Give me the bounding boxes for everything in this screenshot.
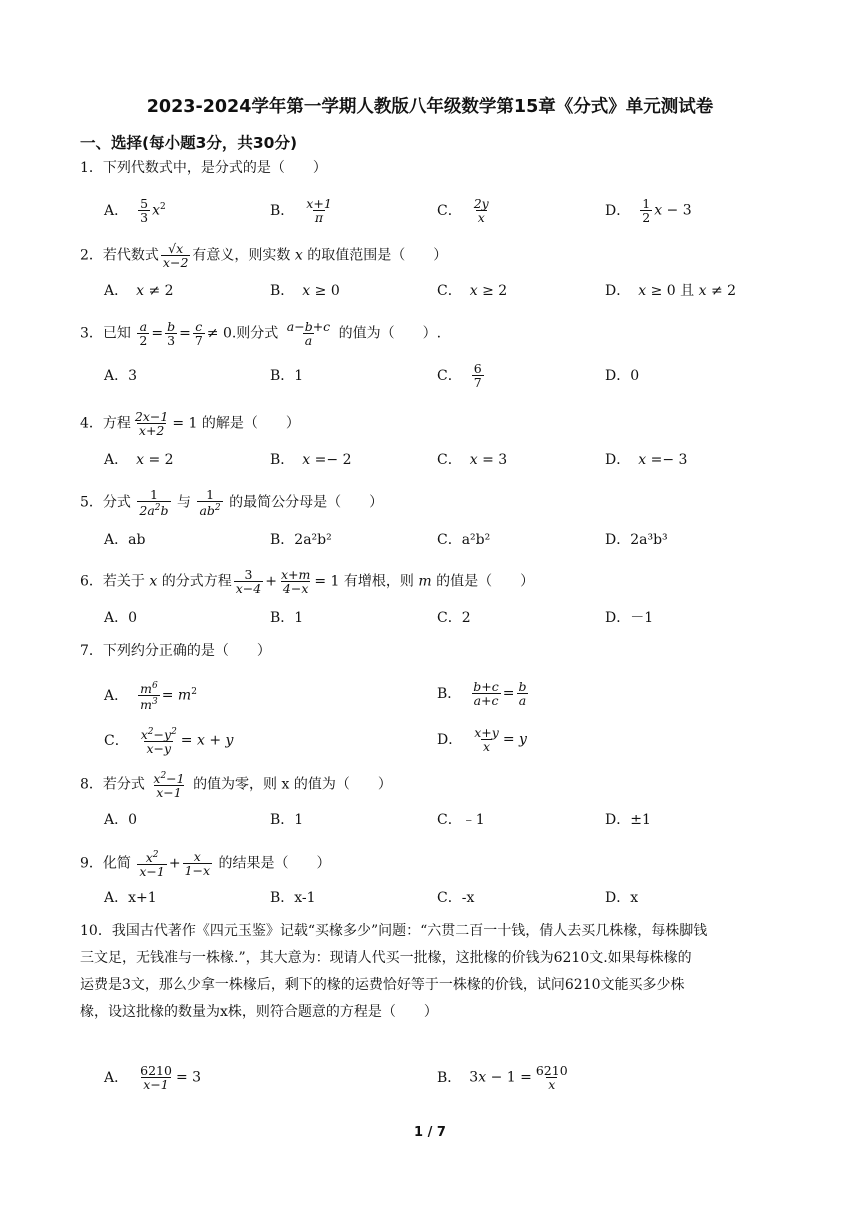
q3-option-c: C． $\frac{6}{7}$: [437, 361, 482, 390]
q6-option-c: C．2: [437, 610, 471, 626]
q5-option-c: C．a²b²: [437, 532, 491, 548]
q2-option-a: A． x ≠ 2: [104, 283, 174, 299]
q1-option-b: B． $\frac{x+1}{\pi}$: [270, 196, 332, 225]
page-title: 2023-2024学年第一学期人教版八年级数学第15章《分式》单元测试卷: [146, 97, 714, 117]
question-9: 9．化简 $\frac{x^2}{x-1}$ + $\frac{x}{1-x}$ 的结果是（ ）: [80, 849, 331, 880]
question-1: 1．下列代数式中，是分式的是（ ）: [80, 160, 327, 176]
q10-option-b: B． 3x − 1 = $\frac{6210}{x}$: [437, 1063, 568, 1092]
q9-option-d: D．x: [605, 890, 639, 906]
q2-option-c: C． x ≥ 2: [437, 283, 508, 299]
q3-option-d: D．0: [605, 368, 640, 384]
q1-option-a: A． $\frac{5}{3}$ $x^2$: [104, 196, 166, 226]
q9-option-c: C．-x: [437, 890, 475, 906]
q6-option-b: B．1: [270, 610, 304, 626]
q10-line-4: 椽，设这批椽的数量为x株，则符合题意的方程是（ ）: [80, 1004, 438, 1020]
q6-option-d: D．－1: [605, 610, 654, 626]
q9-option-a: A．x+1: [104, 890, 157, 906]
q3-option-b: B．1: [270, 368, 304, 384]
section-title: 一、选择(每小题3分，共30分): [80, 134, 298, 152]
question-7: 7．下列约分正确的是（ ）: [80, 643, 271, 659]
question-10: [80, 918, 786, 1026]
q4-option-c: C． x = 3: [437, 452, 508, 468]
q5-option-a: A．ab: [104, 532, 146, 548]
q10-option-a: A． $\frac{6210}{x-1}$ = 3: [104, 1063, 202, 1092]
q10-line-1: 10．我国古代著作《四元玉鉴》记载“买椽多少”问题：“六贯二百一十钱，倩人去买几株椽，每株脚钱: [80, 923, 708, 939]
q2-option-d: D． x ≥ 0 且 x ≠ 2: [605, 283, 737, 299]
q7-option-b: B． $\frac{b+c}{a+c}$ = $\frac{b}{a}$: [437, 679, 527, 708]
question-2: 2．若代数式 $\frac{√x}{x-2}$ 有意义，则实数 x 的取值范围是（ ）: [80, 241, 448, 270]
q3-option-a: A．3: [104, 368, 138, 384]
q7-option-a: A． $\frac{m^6}{m^3}$ = $m^2$: [104, 681, 197, 713]
q8-option-b: B．1: [270, 812, 304, 828]
q5-option-b: B．2a²b²: [270, 532, 332, 548]
q4-option-a: A． x = 2: [104, 452, 174, 468]
q1-option-d: D． $\frac{1}{2}$ x − 3: [605, 196, 692, 225]
q10-line-2: 三文足，无钱准与一株椽.”，其大意为：现请人代买一批椽，这批椽的价钱为6210文.如果每株椽的: [80, 950, 692, 966]
q1-option-c: C． $\frac{2y}{x}$: [437, 196, 489, 225]
question-3: 3．已知 $\frac{a}{2}$ = $\frac{b}{3}$ = $\frac{c}{7}$ ≠ 0.则分式 $\frac{a-b+c}{a}$ 的值为（ ）.: [80, 319, 442, 348]
q5-option-d: D．2a³b³: [605, 532, 668, 548]
question-4: 4．方程 $\frac{2x-1}{x+2}$ = 1 的解是（ ）: [80, 409, 300, 438]
q10-line-3: 运费是3文，那么少拿一株椽后，剩下的椽的运费恰好等于一株椽的价钱，试问6210文能买多少株: [80, 977, 685, 993]
question-6: 6．若关于 x 的分式方程 $\frac{3}{x-4}$ + $\frac{x+m}{4-x}$ = 1 有增根，则 m 的值是（ ）: [80, 567, 535, 596]
question-8: 8．若分式 $\frac{x^2-1}{x-1}$ 的值为零，则 x 的值为（ ）: [80, 771, 392, 801]
q8-option-d: D．±1: [605, 812, 651, 828]
q8-option-c: C．﹣1: [437, 812, 485, 828]
question-5: 5．分式 $\frac{1}{2a^2b}$ 与 $\frac{1}{ab^2}$ 的最简公分母是（ ）: [80, 487, 384, 519]
q8-option-a: A．0: [104, 812, 138, 828]
page-number: 1 / 7: [414, 1125, 446, 1140]
q7-option-c: C． $\frac{x^2-y^2}{x-y}$ = x + y: [104, 727, 234, 757]
q6-option-a: A．0: [104, 610, 138, 626]
q2-option-b: B． x ≥ 0: [270, 283, 340, 299]
q7-option-d: D． $\frac{x+y}{x}$ = y: [437, 725, 527, 754]
q4-option-d: D． x =− 3: [605, 452, 688, 468]
q9-option-b: B．x-1: [270, 890, 316, 906]
q4-option-b: B． x =− 2: [270, 452, 352, 468]
